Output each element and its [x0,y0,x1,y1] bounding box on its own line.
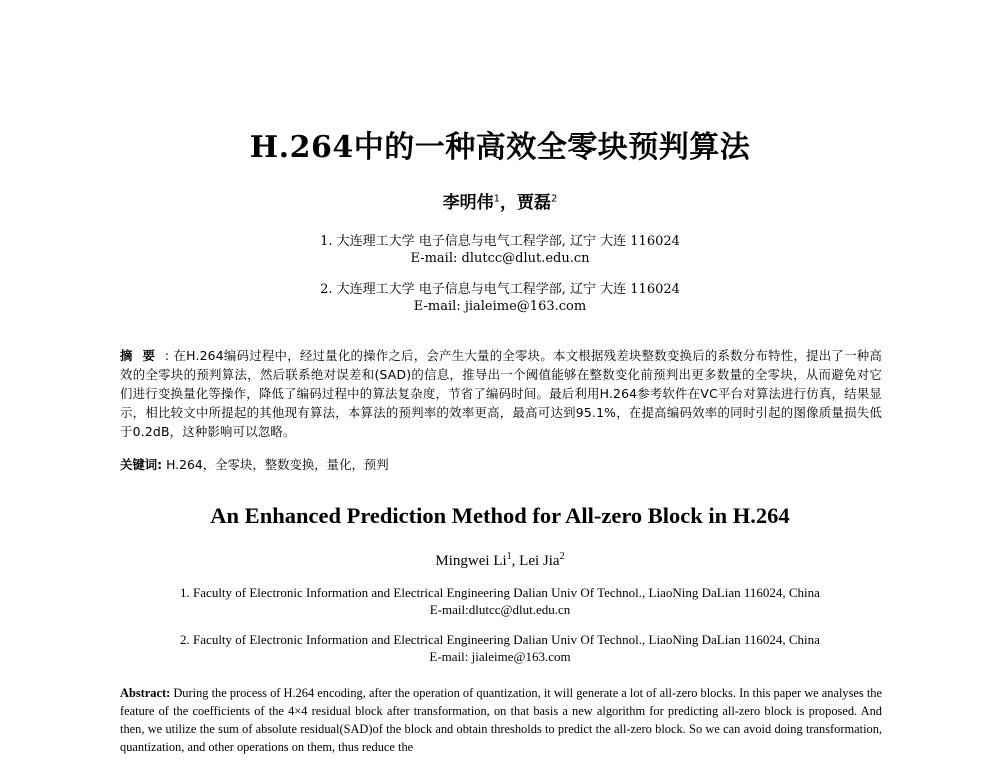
chinese-keywords-label: 关键词: [120,457,163,472]
author-1-sup: 1 [493,193,500,205]
chinese-abstract-label: 摘要 [120,348,165,363]
chinese-authors [0,188,1000,213]
affiliation-email: E-mail:dlutcc@dlut.edu.cn [429,602,571,617]
english-title: An Enhanced Prediction Method for All-zero Block in H.264 [210,503,790,528]
author-1-sup: 1 [506,551,512,562]
affiliation-line: 1. Faculty of Electronic Information and Electrical Engineering Dalian Univ Of Technol., LiaoNing DaLian 116024, China [180,585,820,600]
chinese-abstract-text: : 在H.264编码过程中，经过量化的操作之后，会产生大量的全零块。本文根据残差块整数变换后的系数分布特性，提出了一种高效的全零块的预判算法，然后联系绝对误差和(SAD)的信息，推导出一个阈值能够在整数变化前预判出更多数量的全零块，从而避免对它们进行变换量化等操作，降低了编码过程中的算法复杂度，节省了编码时间。最后利用H.264参考软件在VC平台对算法进行仿真，结果显示，相比较文中所提起的其他现有算法，本算法的预判率的效率更高，最高可达到95.1%，在提高编码效率的同时引起的图像质量损失低于0.2dB，这种影响可以忽略。 [120,348,882,439]
english-abstract [120,684,882,756]
affiliation-email: E-mail: jialeime@163.com [429,649,571,664]
author-2-sup: 2 [559,551,565,562]
english-authors [0,551,1000,570]
author-2-name: Lei Jia [519,553,560,569]
affiliation-email: E-mail: dlutcc@dlut.edu.cn [410,251,590,266]
english-abstract-label: Abstract: [120,686,171,700]
affiliation-email: E-mail: jialeime@163.com [413,299,587,314]
affiliation-line: 2. 大连理工大学 电子信息与电气工程学部, 辽宁 大连 116024 [320,282,680,297]
author-2-sup: 2 [551,193,558,205]
author-1-name: 李明伟 [442,193,494,213]
affiliation-line: 1. 大连理工大学 电子信息与电气工程学部, 辽宁 大连 116024 [320,234,680,249]
affiliation-line: 2. Faculty of Electronic Information and Electrical Engineering Dalian Univ Of Technol., LiaoNing DaLian 116024, China [180,632,820,647]
author-separator: , [511,553,520,569]
english-abstract-text: During the process of H.264 encoding, after the operation of quantization, it will generate a lot of all-zero blocks. In this paper we analyses the feature of the coefficients of the 4×4 residual block after transformation, on that basis a new algorithm for predicting all-zero block is proposed. And then, we utilize the sum of absolute residual(SAD)of the block and obtain thresholds to predict the all-zero block. So we can avoid doing transformation, quantization, and other operations on them, thus reduce the [120,686,882,754]
english-affiliation-1 [0,584,1000,618]
chinese-affiliation-2 [0,281,1000,315]
author-separator: ， [500,193,517,213]
author-2-name: 贾磊 [517,193,551,213]
chinese-keywords [120,455,882,473]
chinese-affiliation-1 [0,233,1000,267]
chinese-title: H.264中的一种高效全零块预判算法 [249,130,751,165]
chinese-abstract [120,346,882,441]
english-affiliation-2 [0,631,1000,665]
author-1-name: Mingwei Li [435,553,507,569]
chinese-keywords-text: H.264，全零块，整数变换，量化，预判 [162,457,389,472]
